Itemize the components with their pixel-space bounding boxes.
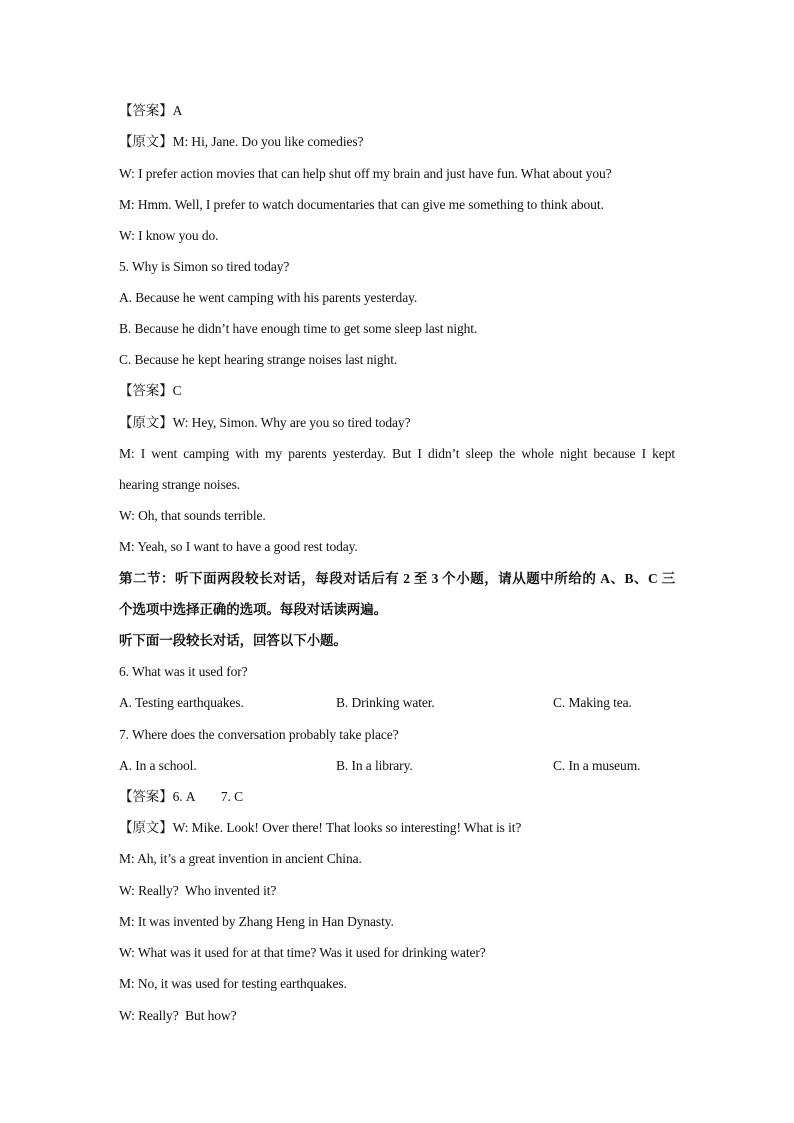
q7-option-c: C. In a museum. <box>553 758 641 773</box>
answer-line: 【答案】A <box>119 103 183 118</box>
transcript-line: W: Really? Who invented it? <box>119 883 277 898</box>
transcript-line: 【原文】W: Mike. Look! Over there! That looks so interesting! What is it? <box>119 820 522 835</box>
answer-line: 【答案】C <box>119 383 182 398</box>
section-instruction: 听下面一段较长对话，回答以下小题。 <box>119 633 347 648</box>
transcript-line: M: Ah, it’s a great invention in ancient China. <box>119 851 362 866</box>
option-a: A. Because he went camping with his parents yesterday. <box>119 290 418 305</box>
transcript-line: M: Yeah, so I want to have a good rest today. <box>119 539 358 554</box>
question-6: 6. What was it used for? <box>119 664 248 679</box>
transcript-line: W: What was it used for at that time? Was it used for drinking water? <box>119 945 486 960</box>
transcript-line: M: I went camping with my parents yesterday. But I didn’t sleep the whole night because I kept <box>119 446 675 461</box>
transcript-line: M: Hmm. Well, I prefer to watch documentaries that can give me something to think about. <box>119 197 604 212</box>
q6-option-b: B. Drinking water. <box>336 695 435 710</box>
section-instruction: 个选项中选择正确的选项。每段对话读两遍。 <box>119 602 387 617</box>
transcript-line: M: It was invented by Zhang Heng in Han Dynasty. <box>119 914 394 929</box>
q6-option-a: A. Testing earthquakes. <box>119 695 244 710</box>
transcript-line: M: No, it was used for testing earthquakes. <box>119 976 347 991</box>
answer-line: 【答案】6. A 7. C <box>119 789 244 804</box>
transcript-line: W: Oh, that sounds terrible. <box>119 508 266 523</box>
transcript-line: W: I know you do. <box>119 228 219 243</box>
option-c: C. Because he kept hearing strange noises last night. <box>119 352 398 367</box>
transcript-line: 【原文】W: Hey, Simon. Why are you so tired today? <box>119 415 411 430</box>
section-instruction: 第二节：听下面两段较长对话，每段对话后有 2 至 3 个小题，请从题中所给的 A、B、C 三 <box>119 571 675 586</box>
transcript-line: W: Really? But how? <box>119 1008 237 1023</box>
question-7: 7. Where does the conversation probably take place? <box>119 727 399 742</box>
transcript-line: W: I prefer action movies that can help shut off my brain and just have fun. What about you? <box>119 166 612 181</box>
q7-option-b: B. In a library. <box>336 758 413 773</box>
question-5: 5. Why is Simon so tired today? <box>119 259 290 274</box>
option-b: B. Because he didn’t have enough time to get some sleep last night. <box>119 321 478 336</box>
q7-option-a: A. In a school. <box>119 758 197 773</box>
q6-option-c: C. Making tea. <box>553 695 632 710</box>
transcript-line: hearing strange noises. <box>119 477 241 492</box>
transcript-line: 【原文】M: Hi, Jane. Do you like comedies? <box>119 134 364 149</box>
